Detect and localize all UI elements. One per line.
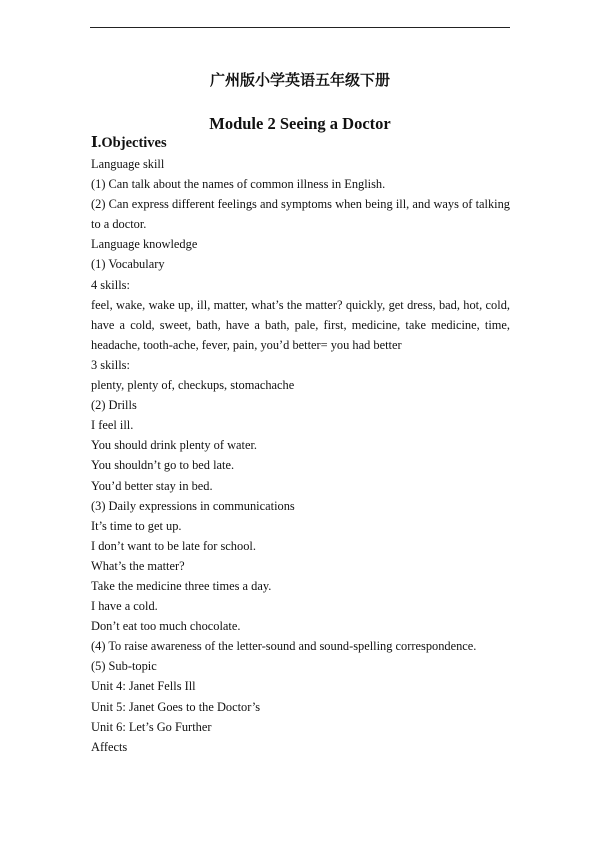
text-line: Language skill xyxy=(91,157,165,171)
text-line: You should drink plenty of water. xyxy=(91,438,258,453)
text-line: Take the medicine three times a day. xyxy=(91,578,272,593)
objectives-body xyxy=(91,154,510,757)
text-line: (2) Drills xyxy=(91,398,137,413)
text-line: Don’t eat too much chocolate. xyxy=(91,619,241,634)
text-line: Affects xyxy=(91,739,128,754)
text-line: It’s time to get up. xyxy=(91,518,182,533)
header-rule xyxy=(90,27,510,28)
text-line: (1) Can talk about the names of common illness in English. xyxy=(91,177,386,192)
text-line: I feel ill. xyxy=(91,418,134,433)
text-line: (2) Can express different feelings and symptoms when being ill, and ways of talking xyxy=(91,197,510,212)
text-line: (5) Sub-topic xyxy=(91,659,157,674)
text-line: plenty, plenty of, checkups, stomachache xyxy=(91,378,295,393)
text-line: Unit 4: Janet Fells Ill xyxy=(91,679,196,694)
module-title: Module 2 Seeing a Doctor xyxy=(209,114,391,133)
text-line: have a cold, sweet, bath, have a bath, pale, first, medicine, take medicine, time, xyxy=(91,317,510,332)
text-line: headache, tooth-ache, fever, pain, you’d better= you had better xyxy=(91,337,402,352)
text-line: Unit 5: Janet Goes to the Doctor’s xyxy=(91,699,261,714)
section-heading-objectives: Ⅰ.Objectives xyxy=(91,135,167,151)
text-line: I have a cold. xyxy=(91,599,158,614)
text-line: Unit 6: Let’s Go Further xyxy=(91,719,212,734)
text-line: You shouldn’t go to bed late. xyxy=(91,458,235,473)
text-line: 3 skills: xyxy=(91,357,130,372)
text-line: (3) Daily expressions in communications xyxy=(91,498,295,513)
text-line: Language knowledge xyxy=(91,237,198,252)
text-line: feel, wake, wake up, ill, matter, what’s the matter? quickly, get dress, bad, hot, cold, xyxy=(91,297,510,312)
text-line: 4 skills: xyxy=(91,277,130,292)
text-line: (4) To raise awareness of the letter-sound and sound-spelling correspondence. xyxy=(91,639,477,654)
text-line: I don’t want to be late for school. xyxy=(91,538,256,553)
text-line: You’d better stay in bed. xyxy=(91,478,213,493)
text-line: What’s the matter? xyxy=(91,558,185,573)
text-line: to a doctor. xyxy=(91,217,147,232)
document-title: 广州版小学英语五年级下册 xyxy=(209,71,390,89)
text-line: (1) Vocabulary xyxy=(91,257,165,272)
